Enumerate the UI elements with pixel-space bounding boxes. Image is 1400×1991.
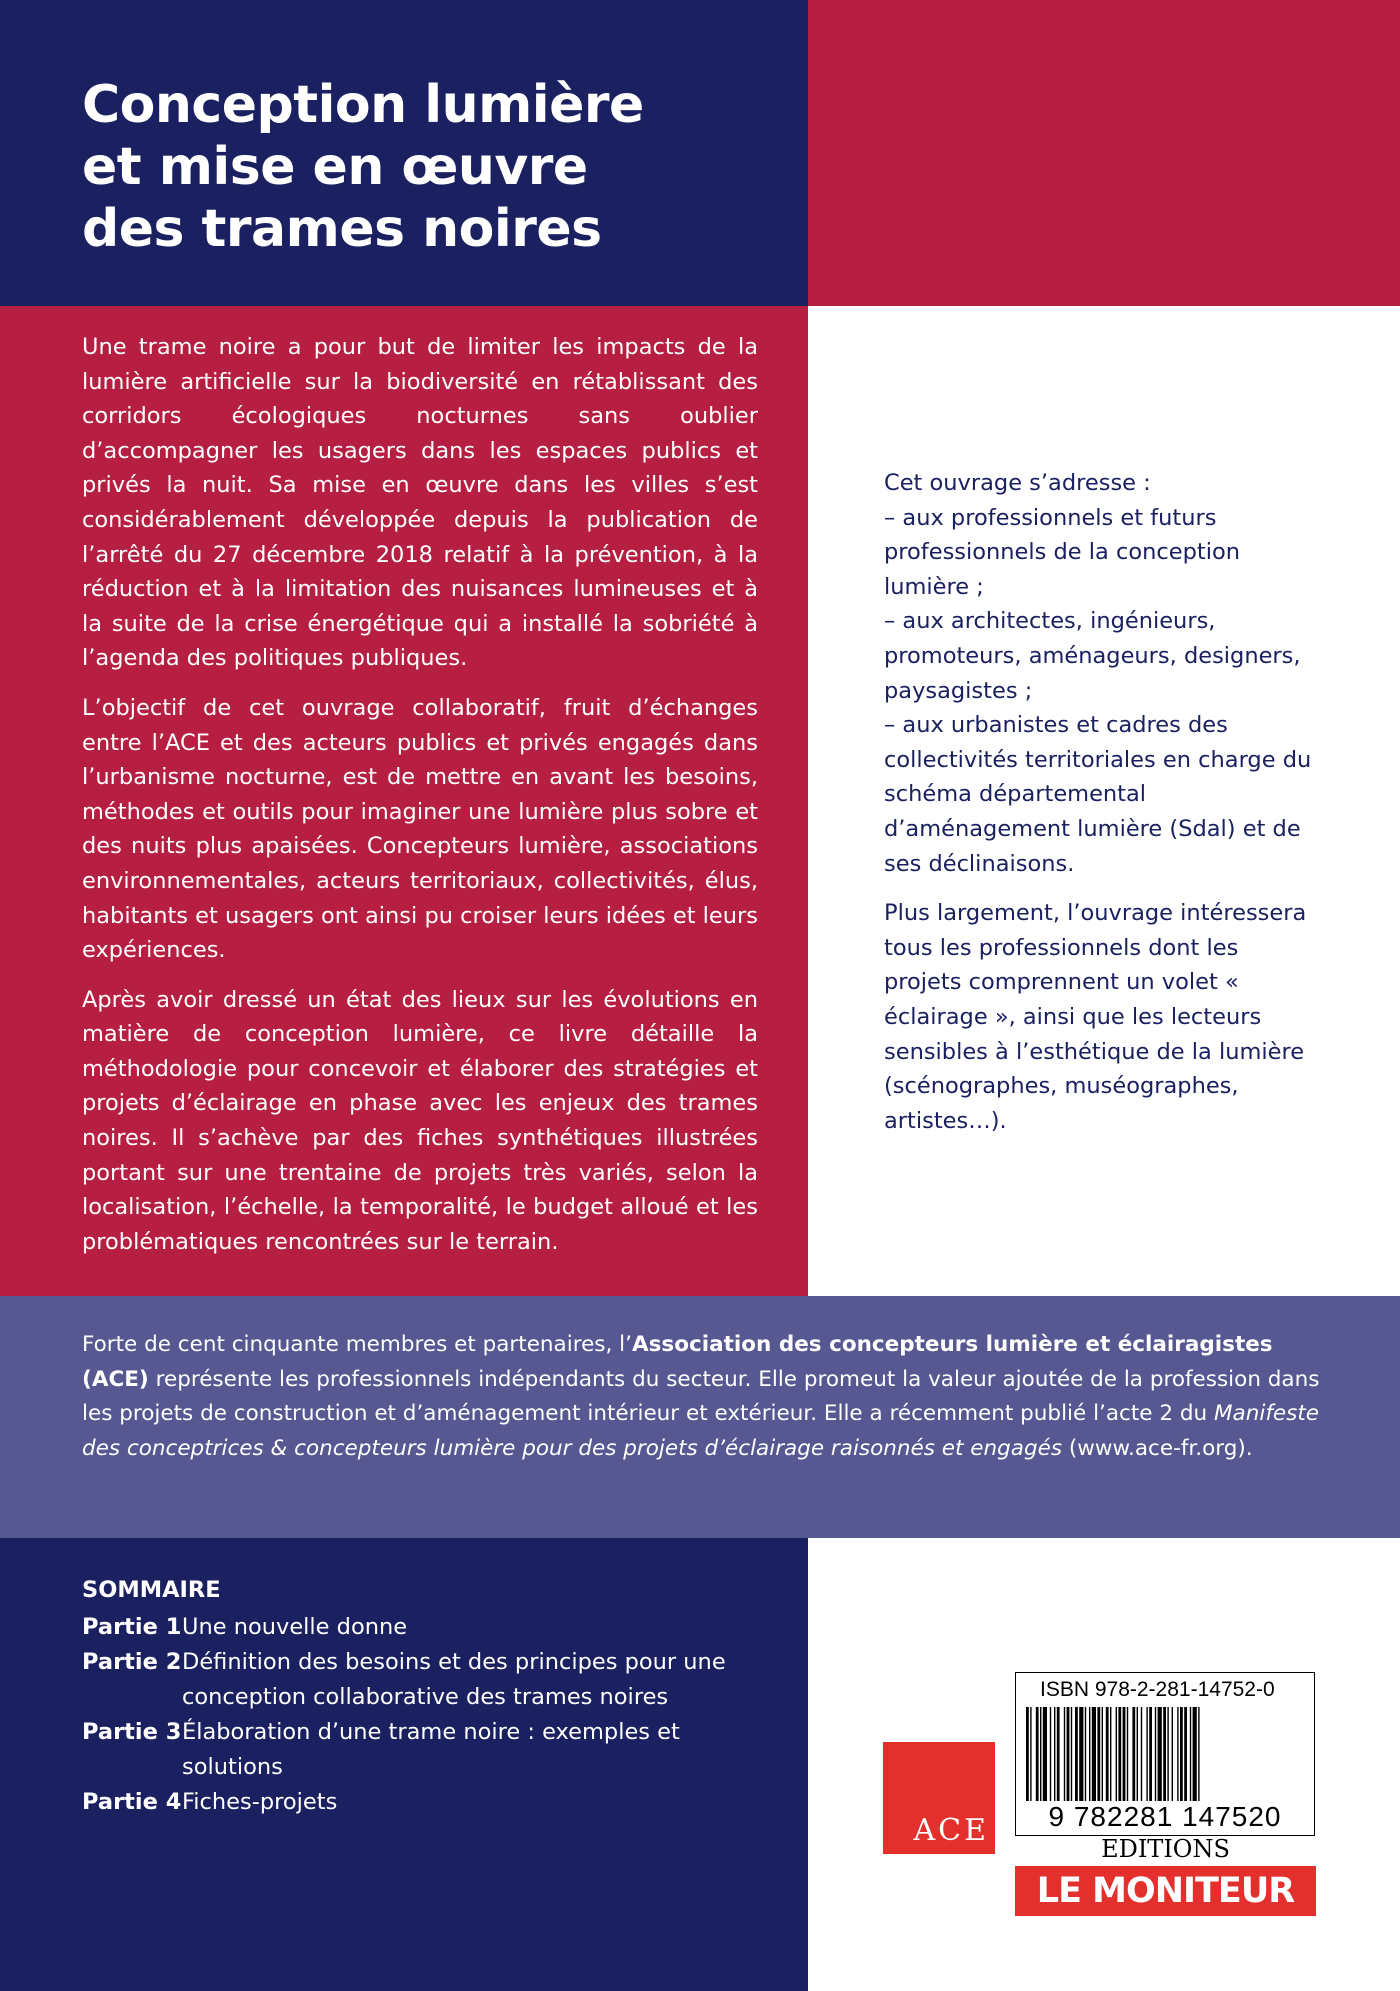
barcode-bar	[1158, 1707, 1162, 1803]
barcode-bar	[1149, 1707, 1152, 1803]
description-paragraph: Une trame noire a pour but de limiter les impacts de la lumière artificielle sur la biodiversité en rétablissant des corridors écologiques nocturnes sans oublier d’accompagner les usagers dans les espaces publics et privés la nuit. Sa mise en œuvre dans les villes s’est considérablement développée depuis la publication de l’arrêté du 27 décembre 2018 relatif à la prévention, à la réduction et à la limitation des nuisances lumineuses et à la suite de la crise énergétique qui a installé la sobriété à l’agenda des politiques publiques.	[82, 334, 758, 672]
barcode-bar	[1137, 1707, 1138, 1803]
barcode-bar	[1071, 1707, 1072, 1803]
ace-name: Association des concepteurs lumière et éclairagistes (ACE)	[82, 1332, 1273, 1392]
barcode-bar	[1075, 1707, 1078, 1803]
barcode-bar	[1092, 1707, 1096, 1803]
title-line: Conception lumière	[82, 75, 644, 135]
title-line: des trames noires	[82, 199, 602, 259]
ace-logo-text: ACE	[913, 1813, 989, 1848]
barcode-bar	[1106, 1707, 1109, 1803]
manifesto-title: Manifeste des conceptrices & concepteurs lumière pour des projets d’éclairage raisonnés et engagés	[82, 1401, 1319, 1461]
part-number: Partie 2	[82, 1649, 182, 1675]
description-paragraph: Après avoir dressé un état des lieux sur les évolutions en matière de conception lumière, ce livre détaille la méthodologie pour concevoir et élaborer des stratégies et projets d’éclairage en phase avec les enjeux des trames noires. Il s’achève par des fiches synthétiques illustrées portant sur une trentaine de projets très variés, selon la localisation, l’échelle, la temporalité, le budget alloué et les problématiques rencontrées sur le terrain.	[82, 986, 758, 1255]
barcode-bar	[1172, 1707, 1173, 1803]
barcode-bar	[1116, 1707, 1117, 1803]
barcode-bar	[1026, 1707, 1029, 1803]
audience-item: – aux professionnels et futurs professionnels de la conception lumière ;	[884, 504, 1240, 600]
barcode-bar	[1040, 1707, 1041, 1803]
barcode-bar	[1180, 1707, 1183, 1803]
barcode-bar	[1184, 1707, 1187, 1803]
barcode-bar	[1102, 1707, 1103, 1803]
audience-item: – aux urbanistes et cadres des collectivités territoriales en charge du schéma départemental d’aménagement lumière (Sdal) et de ses déclinaisons.	[884, 712, 1312, 877]
part-number: Partie 1	[82, 1614, 182, 1640]
barcode-bar	[1177, 1707, 1178, 1803]
barcode-bar	[1085, 1707, 1086, 1803]
toc-entry	[82, 1785, 762, 1820]
description-paragraph: L’objectif de cet ouvrage collaboratif, fruit d’échanges entre l’ACE et des acteurs publics et privés engagés dans l’urbanisme nocturne, est de mettre en avant les besoins, méthodes et outils pour imaginer une lumière plus sobre et des nuits plus apaisées. Concepteurs lumière, associations environnementales, acteurs territoriaux, collectivités, élus, habitants et usagers ont ainsi pu croiser leurs idées et leurs expériences.	[82, 694, 758, 964]
barcode-bar	[1146, 1707, 1147, 1803]
barcode-bar	[1054, 1707, 1055, 1803]
barcode-bar	[1050, 1707, 1051, 1803]
part-label: Une nouvelle donne	[182, 1614, 408, 1640]
table-of-contents	[82, 1573, 762, 1820]
top-right-color-block	[808, 0, 1400, 306]
part-label: Élaboration d’une trame noire : exemples et solutions	[182, 1719, 680, 1780]
barcode-bar	[1030, 1707, 1031, 1803]
barcode-bar	[1155, 1707, 1156, 1803]
barcode-bar	[1198, 1707, 1199, 1803]
barcode-bar	[1110, 1707, 1111, 1803]
barcode-bar	[1123, 1707, 1126, 1803]
barcode-bar	[1064, 1707, 1065, 1803]
isbn: ISBN 978-2-281-14752-0	[1040, 1678, 1275, 1701]
barcode-bar	[1043, 1707, 1047, 1803]
barcode-bar	[1118, 1707, 1121, 1803]
barcode-bar	[1036, 1707, 1039, 1803]
ace-text-middle: représente les professionnels indépendants du secteur. Elle promeut la valeur ajoutée de la profession dans les projets de construction et d’aménagement intérieur et extérieur. Elle a récemment publié l’acte 2 du	[82, 1366, 1320, 1427]
book-title	[82, 74, 782, 260]
target-audience	[884, 466, 1314, 1153]
ace-description	[82, 1328, 1322, 1466]
barcode-bar	[1067, 1707, 1070, 1803]
barcode-bar	[1079, 1707, 1083, 1803]
part-number: Partie 3	[82, 1719, 182, 1745]
barcode-bar	[1163, 1707, 1166, 1803]
toc-entry	[82, 1715, 762, 1785]
ace-logo	[883, 1742, 995, 1854]
sommaire-title: SOMMAIRE	[82, 1577, 221, 1603]
barcode-bar	[1097, 1707, 1100, 1803]
barcode-bar	[1127, 1707, 1128, 1803]
audience-list	[884, 466, 1314, 881]
toc-entry	[82, 1645, 762, 1715]
ace-text-after: (www.ace-fr.org).	[1062, 1435, 1253, 1461]
barcode-bar	[1132, 1707, 1135, 1803]
book-description	[82, 330, 758, 1274]
publisher-logo: LE MONITEUR	[1015, 1866, 1316, 1916]
part-label: Définition des besoins et des principes pour une conception collaborative des trames noires	[182, 1649, 726, 1710]
barcode-bars	[1026, 1707, 1304, 1803]
audience-item: – aux architectes, ingénieurs, promoteurs, aménageurs, designers, paysagistes ;	[884, 608, 1301, 704]
publisher-editions: EDITIONS	[1101, 1835, 1230, 1863]
part-label: Fiches-projets	[182, 1789, 338, 1815]
title-line: et mise en œuvre	[82, 137, 588, 197]
audience-more: Plus largement, l’ouvrage intéressera tous les professionnels dont les projets comprennent un volet « éclairage », ainsi que les lecteurs sensibles à l’esthétique de la lumière (scénographes, muséographes, artistes…).	[884, 900, 1307, 1134]
barcode-number: 9 782281 147520	[1024, 1801, 1306, 1833]
barcode-bar	[1089, 1707, 1090, 1803]
barcode-bar	[1057, 1707, 1060, 1803]
barcode-bar	[1167, 1707, 1168, 1803]
toc-entry	[82, 1610, 762, 1645]
barcode-bar	[1193, 1707, 1197, 1803]
audience-intro: Cet ouvrage s’adresse :	[884, 470, 1151, 496]
part-number: Partie 4	[82, 1789, 182, 1815]
barcode-bar	[1141, 1707, 1142, 1803]
ace-text-before: Forte de cent cinquante membres et partenaires, l’	[82, 1332, 632, 1357]
barcode-bar	[1190, 1707, 1191, 1803]
